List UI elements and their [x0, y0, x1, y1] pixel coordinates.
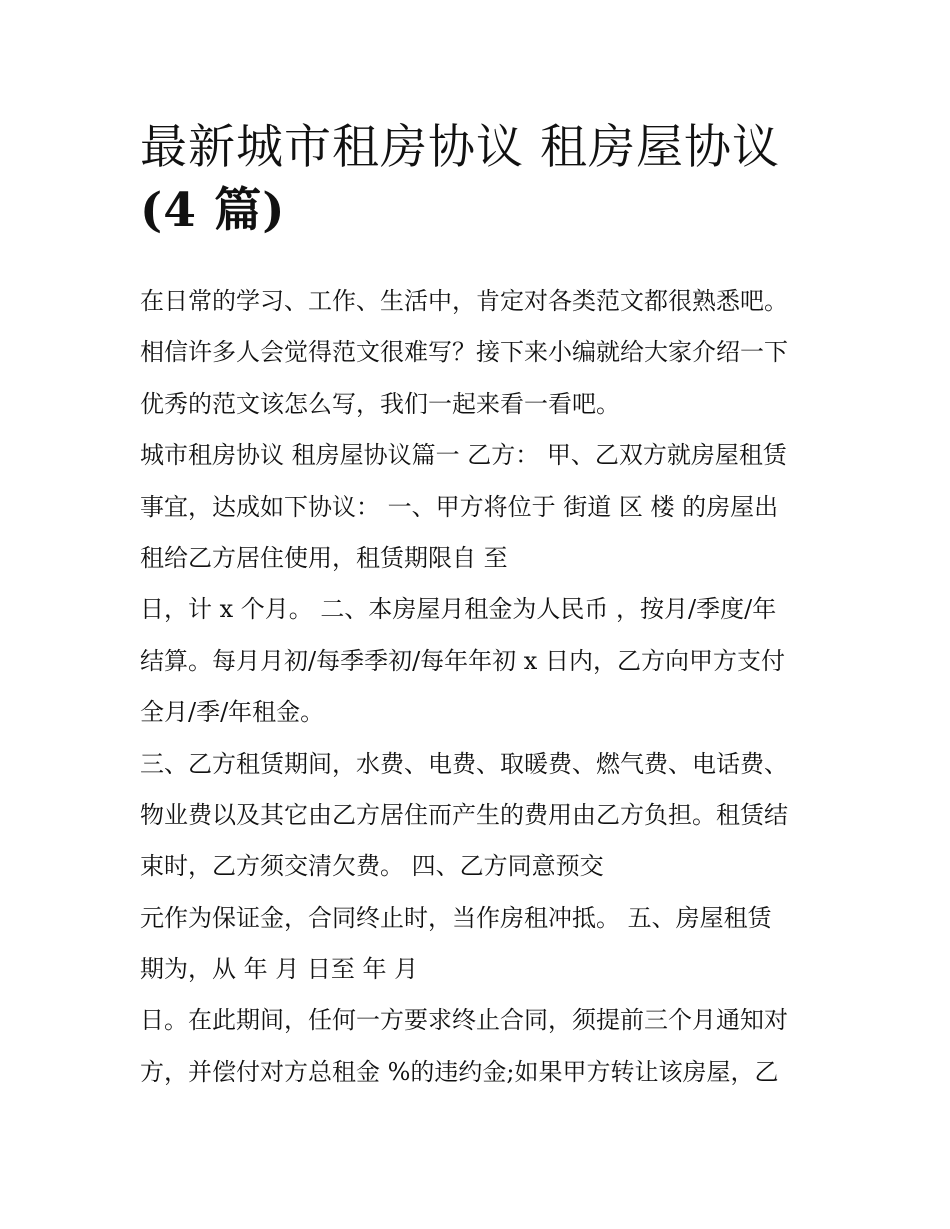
- text-line: 事宜，达成如下协议： 一、甲方将位于 街道 区 楼 的房屋出: [140, 492, 779, 521]
- text-line: 相信许多人会觉得范文很难写？接下来小编就给大家介绍一下: [140, 338, 788, 367]
- text-line: 三、乙方租赁期间，水费、电费、取暖费、燃气费、电话费、: [140, 749, 788, 778]
- title-line: 最新城市租房协议 租房屋协议: [140, 120, 780, 175]
- text-line: 全月/季/年租金。: [140, 698, 325, 727]
- document-title: [140, 116, 830, 242]
- document-body: [140, 276, 830, 1098]
- text-line: 结算。每月月初/每季季初/每年年初 x 日内，乙方向甲方支付: [140, 646, 785, 675]
- text-line: 方，并偿付对方总租金 %的违约金;如果甲方转让该房屋，乙: [140, 1057, 779, 1086]
- text-line: 物业费以及其它由乙方居住而产生的费用由乙方负担。租赁结: [140, 800, 788, 829]
- title-line: (4 篇): [140, 183, 286, 238]
- text-line: 城市租房协议 租房屋协议篇一 乙方： 甲、乙双方就房屋租赁: [140, 441, 787, 470]
- text-line: 租给乙方居住使用，租赁期限自 至: [140, 543, 508, 572]
- text-line: 优秀的范文该怎么写，我们一起来看一看吧。: [140, 389, 620, 418]
- text-line: 期为，从 年 月 日至 年 月: [140, 955, 419, 984]
- text-line: 日，计 x 个月。 二、本房屋月租金为人民币 ，按月/季度/年: [140, 595, 777, 624]
- text-line: 在日常的学习、工作、生活中，肯定对各类范文都很熟悉吧。: [140, 287, 788, 315]
- text-line: 元作为保证金，合同终止时，当作房租冲抵。 五、房屋租赁: [140, 903, 772, 932]
- text-line: 束时，乙方须交清欠费。 四、乙方同意预交: [140, 852, 604, 881]
- text-line: 日。在此期间，任何一方要求终止合同，须提前三个月通知对: [140, 1006, 788, 1035]
